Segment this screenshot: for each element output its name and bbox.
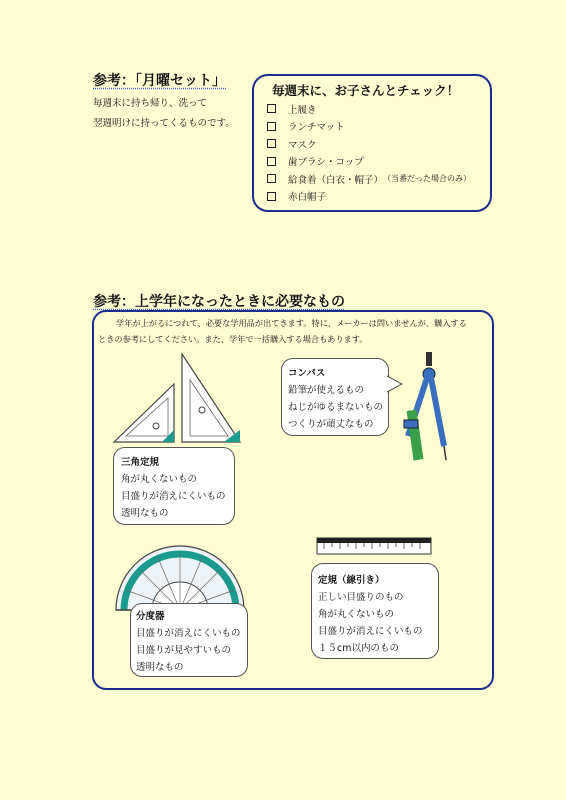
ruler-illustration bbox=[316, 536, 432, 556]
monday-set-desc-line1: 毎週末に持ち帰り、洗って bbox=[93, 98, 208, 109]
ruler-line: 目盛りが消えにくいもの bbox=[318, 626, 423, 637]
triangle-ruler-title: 三角定規 bbox=[121, 457, 160, 468]
protractor-line: 目盛りが消えにくいもの bbox=[136, 628, 241, 639]
checkbox-icon bbox=[267, 174, 276, 183]
ruler-callout bbox=[311, 563, 439, 659]
protractor-title: 分度器 bbox=[136, 611, 165, 622]
triangle-ruler-line: 透明なもの bbox=[121, 508, 169, 519]
ruler-title: 定規（線引き） bbox=[318, 575, 385, 586]
intro-line2: ときの参考にしてください。また、学年で一括購入する場合もあります。 bbox=[98, 334, 368, 344]
checklist-item-note: （当番だった場合のみ） bbox=[383, 174, 472, 184]
compass-line: つくりが頑丈なもの bbox=[288, 419, 374, 430]
checkbox-icon bbox=[267, 139, 276, 148]
compass-title: コンパス bbox=[288, 368, 326, 379]
intro-line1: 学年が上がるにつれて、必要な学用品が出てきます。特に、メーカーは問いませんが、購入する bbox=[116, 318, 467, 328]
checklist-item bbox=[267, 170, 471, 188]
checklist-title: 毎週末に、お子さんとチェック！ bbox=[272, 83, 460, 98]
checklist-item-label: 上履き bbox=[288, 104, 317, 116]
protractor-callout bbox=[130, 603, 248, 677]
checkbox-icon bbox=[267, 122, 276, 131]
checklist-items bbox=[267, 100, 471, 205]
weekly-checklist-panel bbox=[252, 74, 492, 212]
compass-callout bbox=[281, 358, 389, 436]
monday-set-desc-line2: 翌週明けに持ってくるものです。 bbox=[93, 118, 235, 129]
checklist-item-label: 歯ブラシ・コップ bbox=[288, 157, 364, 169]
section-heading-upper-grade: 参考：上学年になったときに必要なもの bbox=[93, 294, 345, 310]
ruler-line: １５cm以内のもの bbox=[318, 643, 399, 654]
checklist-item bbox=[267, 135, 471, 153]
compass-line: 鉛筆が使えるもの bbox=[288, 385, 365, 396]
checklist-item bbox=[267, 118, 471, 136]
checklist-item-label: マスク bbox=[288, 139, 317, 151]
protractor-line: 目盛りが見やすいもの bbox=[136, 645, 232, 656]
checkbox-icon bbox=[267, 192, 276, 201]
triangle-ruler-callout bbox=[113, 447, 235, 525]
checklist-item bbox=[267, 153, 471, 171]
ruler-line: 正しい目盛りのもの bbox=[318, 592, 404, 603]
ruler-line: 角が丸くないもの bbox=[318, 609, 395, 620]
checklist-item-label: 赤白帽子 bbox=[288, 192, 327, 204]
triangle-ruler-line: 角が丸くないもの bbox=[121, 474, 198, 485]
section-heading-monday-set: 参考：「月曜セット」 bbox=[93, 73, 226, 89]
compass-line: ねじがゆるまないもの bbox=[288, 402, 384, 413]
triangle-ruler-illustration bbox=[112, 350, 247, 446]
checklist-item-label: ランチマット bbox=[288, 122, 345, 134]
compass-callout-pointer bbox=[387, 374, 403, 394]
checklist-item-label: 給食着（白衣・帽子） bbox=[288, 174, 384, 186]
checklist-item bbox=[267, 188, 471, 206]
checklist-item bbox=[267, 100, 471, 118]
protractor-line: 透明なもの bbox=[136, 662, 184, 673]
checkbox-icon bbox=[267, 104, 276, 113]
checkbox-icon bbox=[267, 157, 276, 166]
compass-illustration bbox=[400, 348, 462, 466]
triangle-ruler-line: 目盛りが消えにくいもの bbox=[121, 491, 226, 502]
